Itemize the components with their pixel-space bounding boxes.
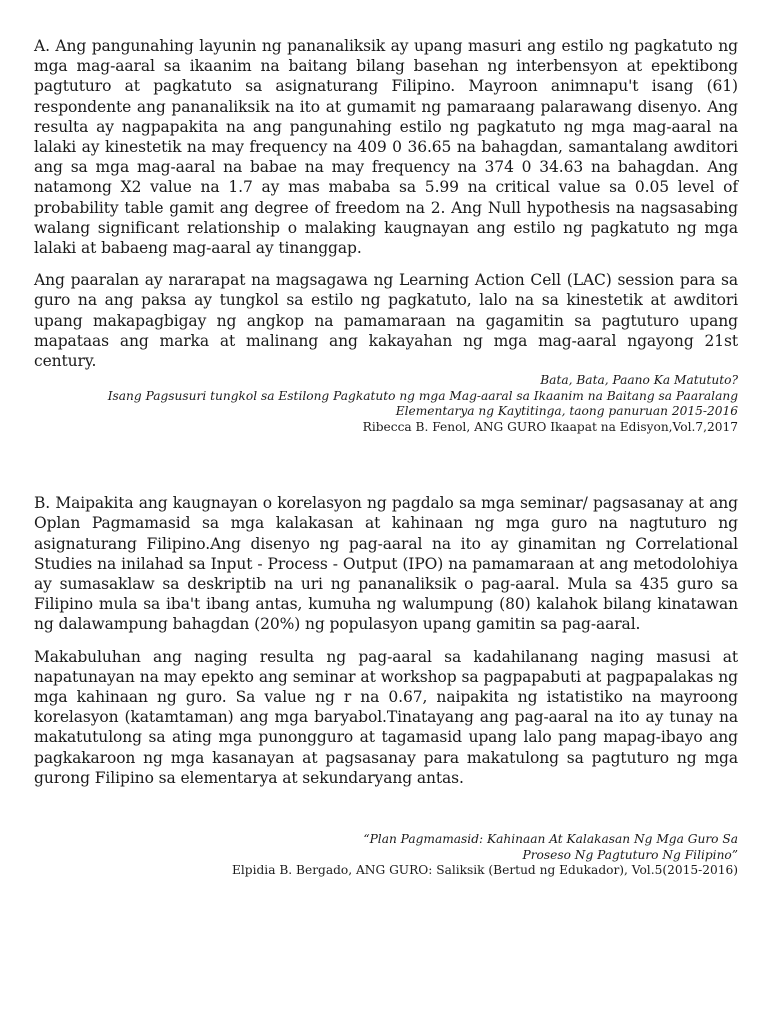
section-b: [34, 493, 738, 878]
citation-a-title: Bata, Bata, Paano Ka Matututo?: [540, 373, 738, 388]
section-a-paragraph-2: Ang paaralan ay nararapat na magsagawa ng Learning Action Cell (LAC) session para sa guro na ang paksa ay tungkol sa estilo ng pagkatuto, lalo na sa kinestetik at awditori upang makapagbigay ng angkop na pamamaraan na gagamitin sa pagtuturo upang mapataas ang marka at malinang ang kakayahan ng mga mag-aaral ngayong 21st century.: [34, 271, 738, 371]
document-page: [34, 36, 738, 879]
citation-b-title: “Plan Pagmamasid: Kahinaan At Kalakasan Ng Mga Guro Sa: [363, 832, 738, 847]
section-a-paragraph-1: A. Ang pangunahing layunin ng pananaliksik ay upang masuri ang estilo ng pagkatuto ng mga mag-aaral sa ikaanim na baitang bilang basehan ng interbensyon at epektibong pagtuturo at pagkatuto sa asignaturang Filipino. Mayroon animnapu't isang (61) respondente ang pananaliksik na ito at gumamit ng pamaraang palarawang disenyo. Ang resulta ay nagpapakita na ang pangunahing estilo ng pagkatuto ng mga mag-aaral na lalaki ay kinestetik na may frequency na 409 0 36.65 na bahagdan, samantalang awditori ang sa mga mag-aaral na babae na may frequency na 374 0 34.63 na bahagdan. Ang natamong X2 value na 1.7 ay mas mababa sa 5.99 na critical value sa 0.05 level of probability table gamit ang degree of freedom na 2. Ang Null hypothesis na nagsasabing walang significant relationship o malaking kaugnayan ang estilo ng pagkatuto ng mga lalaki at babaeng mag-aaral ay tinanggap.: [34, 37, 738, 258]
citation-a-school: Elementarya ng Kaytitinga, taong panuruan 2015-2016: [395, 404, 738, 419]
citation-b-source: Elpidia B. Bergado, ANG GURO: Saliksik (Bertud ng Edukador), Vol.5(2015-2016): [232, 863, 738, 878]
citation-a-source: Ribecca B. Fenol, ANG GURO Ikaapat na Edisyon,Vol.7,2017: [362, 419, 738, 434]
section-b-paragraph-2: Makabuluhan ang naging resulta ng pag-aaral sa kadahilanang naging masusi at napatunayan na may epekto ang seminar at workshop sa pagpapabuti at pagpapalakas ng mga kahinaan ng guro. Sa value ng r na 0.67, naipakita ng istatistiko na mayroong korelasyon (katamtaman) ang mga baryabol.Tinatayang ang pag-aaral na ito ay tunay na makatutulong sa ating mga punongguro at tagamasid upang lalo pang mapag-ibayo ang pagkakaroon ng mga kasanayan at pagsasanay para makatulong sa pagtuturo ng mga gurong Filipino sa elementarya at sekundaryang antas.: [34, 647, 738, 787]
citation-a-subtitle: Isang Pagsusuri tungkol sa Estilong Pagkatuto ng mga Mag-aaral sa Ikaanim na Baitang sa Paaralang: [107, 388, 738, 403]
section-b-citation: [34, 832, 738, 879]
section-b-paragraph-1: B. Maipakita ang kaugnayan o korelasyon ng pagdalo sa mga seminar/ pagsasanay at ang Oplan Pagmamasid sa mga kalakasan at kahinaan ng mga guro na nagtuturo ng asignaturang Filipino.Ang disenyo ng pag-aaral na ito ay ginamitan ng Correlational Studies na inilahad sa Input - Process - Output (IPO) na pamamaraan at ang metodolohiya ay sumasaklaw sa deskriptib na uri ng pananaliksik o pag-aaral. Mula sa 435 guro sa Filipino mula sa iba't ibang antas, kumuha ng walumpung (80) kalahok bilang kinatawan ng dalawampung bahagdan (20%) ng populasyon upang gamitin sa pag-aaral.: [34, 494, 738, 634]
section-a-citation: [34, 373, 738, 435]
citation-b-title-cont: Proseso Ng Pagtuturo Ng Filipino”: [522, 847, 738, 862]
section-a: [34, 36, 738, 435]
